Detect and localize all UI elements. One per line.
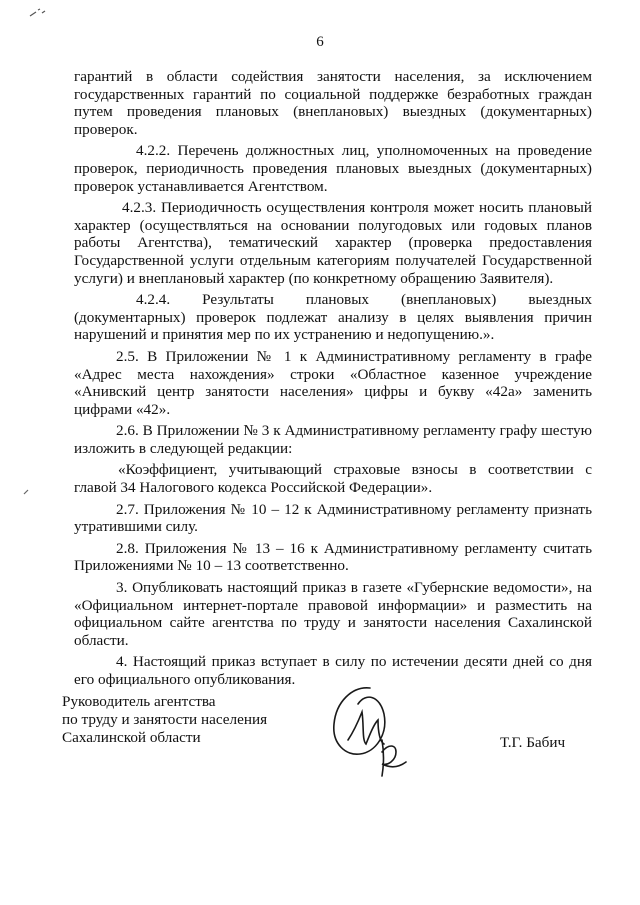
document-body [74, 68, 592, 693]
paragraph-3: 3. Опубликовать настоящий приказ в газете «Губернские ведомости», на «Официальном интернет-портале правовой информации» и разместить на официальном сайте агентства по труду и занятости населения Сахалинской области. [74, 579, 592, 649]
signatory-position [62, 693, 267, 747]
signatory-name: Т.Г. Бабич [500, 734, 566, 751]
handwritten-signature-icon [318, 682, 428, 782]
scan-dot-icon [22, 488, 32, 496]
paragraph-2-6: 2.6. В Приложении № 3 к Административному регламенту графу шестую изложить в следующей редакции: [74, 422, 592, 457]
scan-mark-icon [28, 6, 48, 20]
paragraph-4-2-4: 4.2.4. Результаты плановых (внеплановых) выездных (документарных) проверок подлежат анализу в целях выявления причин нарушений и принятия мер по их устранению и недопущению.». [74, 291, 592, 344]
signatory-position-line: по труду и занятости населения [62, 711, 268, 728]
paragraph-2-6-quote: «Коэффициент, учитывающий страховые взносы в соответствии с главой 34 Налогового кодекса Российской Федерации». [74, 461, 592, 497]
paragraph-4-2-2: 4.2.2. Перечень должностных лиц, уполномоченных на проведение проверок, периодичность проведения плановых выездных (документарных) проверок устанавливается Агентством. [74, 142, 592, 195]
signatory-position-line: Сахалинской области [62, 729, 201, 746]
paragraph-2-5: 2.5. В Приложении № 1 к Административному регламенту в графе «Адрес места нахождения» строки «Областное казенное учреждение «Анивский центр занятости населения» цифры и букву «42а» заменить цифрами «42». [74, 347, 592, 418]
paragraph-2-8: 2.8. Приложения № 13 – 16 к Административному регламенту считать Приложениями № 10 – 13 соответственно. [74, 539, 592, 575]
paragraph-guarantees-continued: гарантий в области содействия занятости населения, за исключением государственных гарантий по социальной поддержке безработных граждан путем проведения плановых (внеплановых) выездных (документарных) проверок. [74, 68, 592, 138]
paragraph-4: 4. Настоящий приказ вступает в силу по истечении десяти дней со дня его официального опубликования. [74, 653, 592, 688]
page-number: 6 [316, 34, 324, 50]
paragraph-2-7: 2.7. Приложения № 10 – 12 к Административному регламенту признать утратившими силу. [74, 500, 592, 536]
paragraph-4-2-3: 4.2.3. Периодичность осуществления контроля может носить плановый характер (осуществляться на основании полугодовых или годовых планов работы Агентства), тематический характер (проверка предоставления Государственной услуги отдельным категориям получателей Государственной услуги) и внеплановый характер (по конкретному обращению Заявителя). [74, 199, 592, 287]
signatory-position-line: Руководитель агентства [62, 693, 216, 710]
